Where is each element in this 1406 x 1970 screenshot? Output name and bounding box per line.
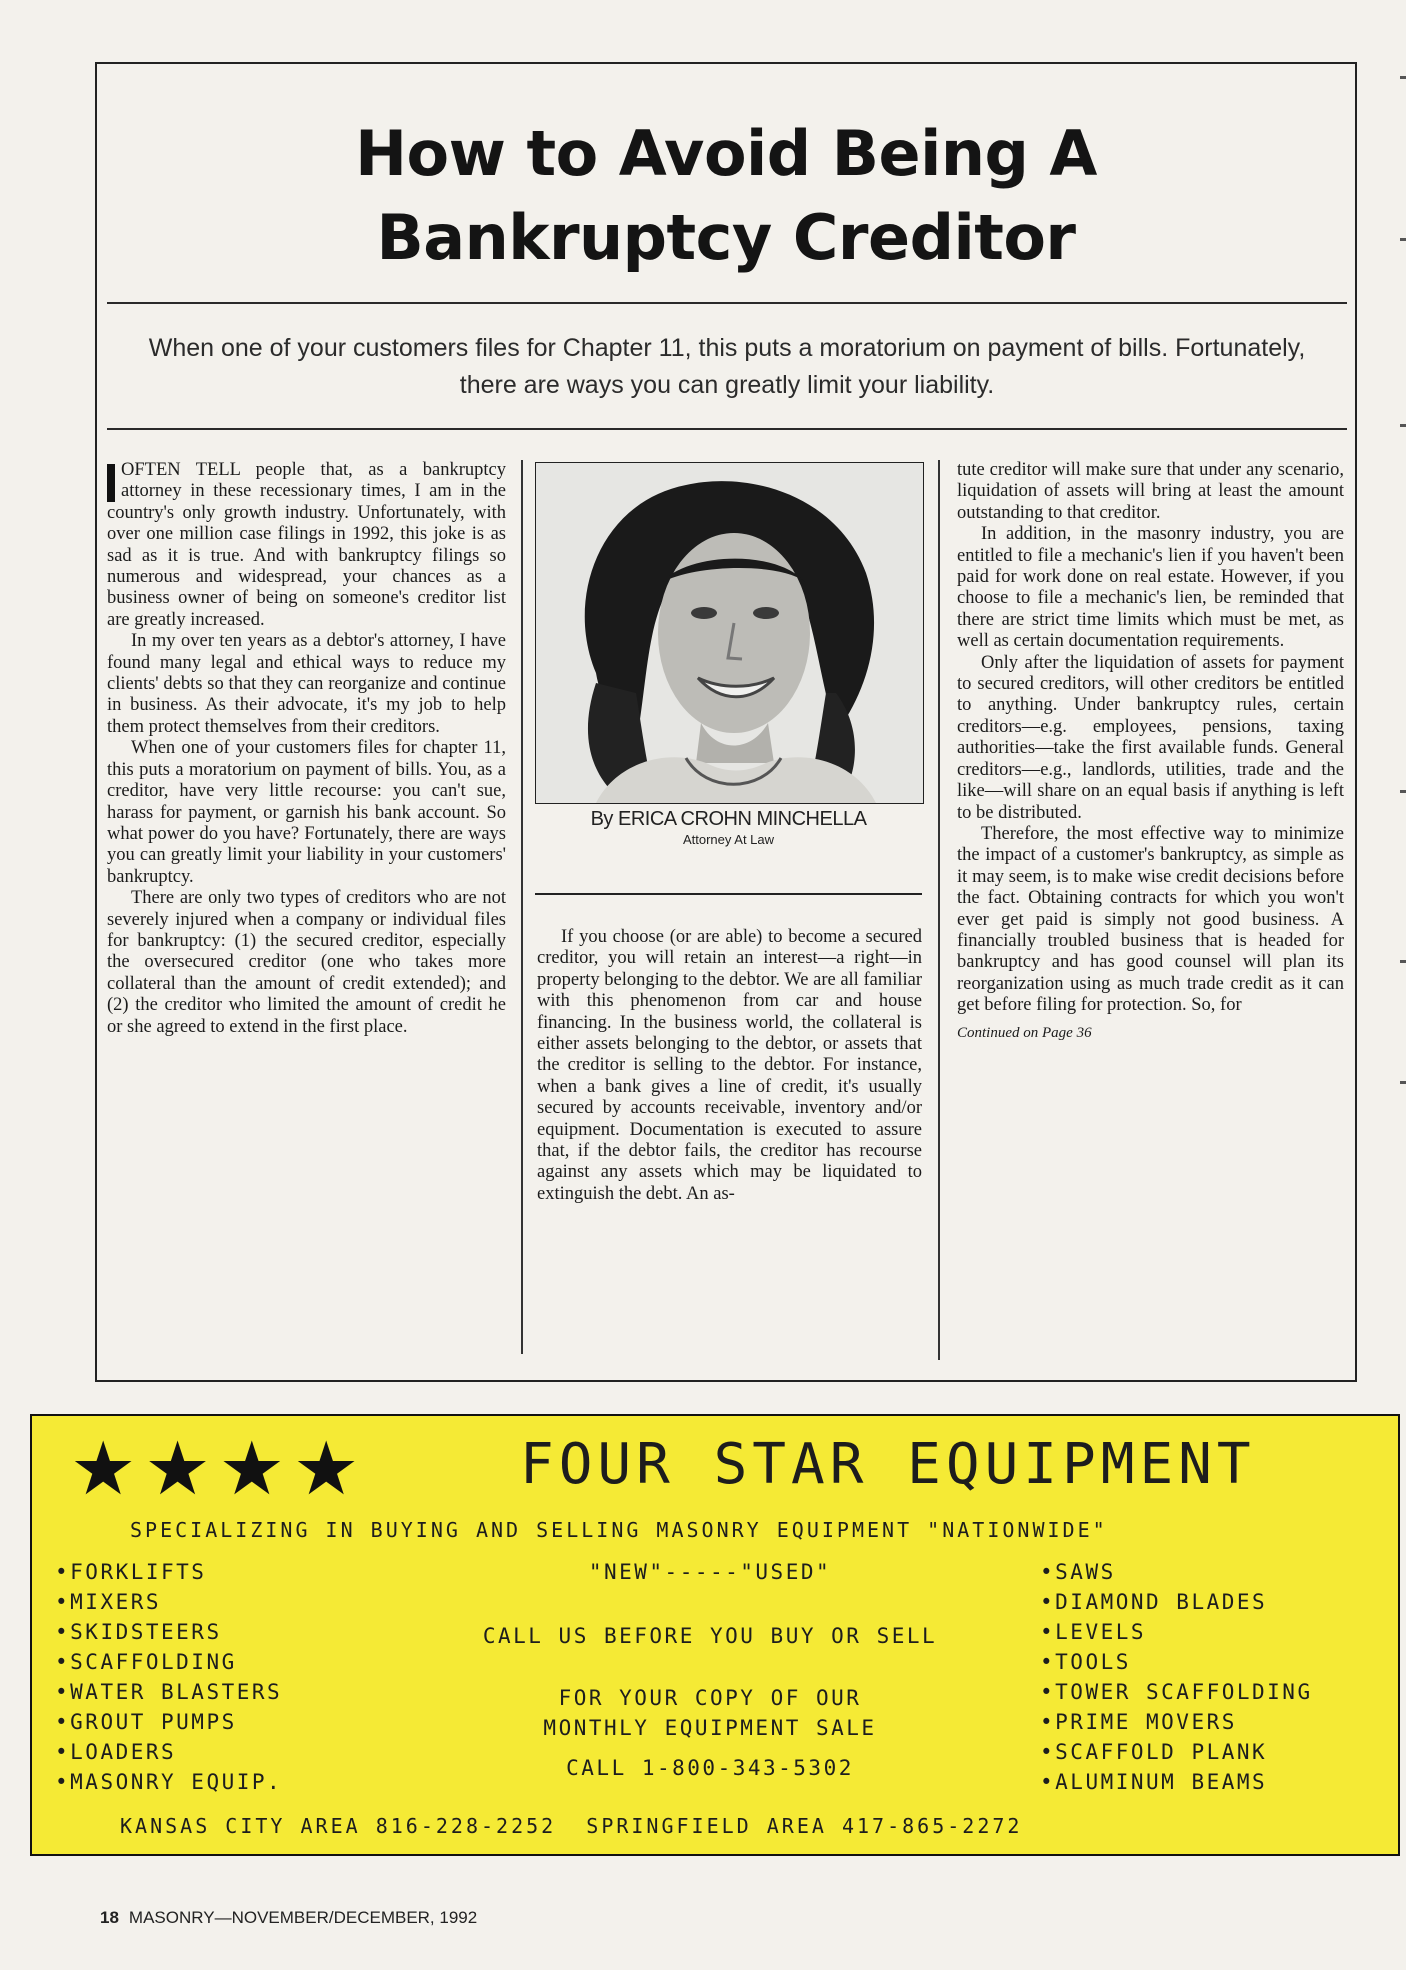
ad-left-list [55,1557,282,1797]
byline-title: Attorney At Law [682,832,775,847]
list-item: •DIAMOND BLADES [1040,1590,1268,1614]
author-portrait-image [536,463,923,803]
list-item: •MIXERS [55,1590,162,1614]
page-folio [100,1908,477,1928]
binding-mark [1400,790,1406,793]
ad-copy-line-2: MONTHLY EQUIPMENT SALE [543,1716,877,1740]
paragraph: In my over ten years as a debtor's attorney, I have found many legal and ethical ways to reduce my clients' debts so that they can reorganize and continue in business. As their advocate, it's my job to help them protect themselves from their creditors. [107,631,506,737]
list-item: •WATER BLASTERS [55,1680,283,1704]
publication-line: MASONRY—NOVEMBER/DECEMBER, 1992 [128,1908,478,1927]
paragraph: In addition, in the masonry industry, you are entitled to file a mechanic's lien if you haven't been paid for work done on real estate. However, if you choose to file a mechanic's lien, be reminded that there are strict time limits which must be met, as well as certain documentation requirements. [957,524,1344,652]
article-column-1 [107,460,506,1038]
binding-mark [1400,960,1406,963]
list-item: •SCAFFOLDING [55,1650,237,1674]
ad-tagline: SPECIALIZING IN BUYING AND SELLING MASONRY EQUIPMENT "NATIONWIDE" [130,1518,1108,1542]
article-headline [95,112,1357,280]
binding-mark [1400,238,1406,241]
article-column-3 [957,460,1344,1044]
headline-line-2: Bankruptcy Creditor [376,201,1076,274]
four-stars-icon: ★★★★ [70,1426,368,1512]
paragraph: Only after the liquidation of assets for payment to secured creditors, will other creditors be entitled to anything. Under bankruptcy rules, certain creditors—e.g. employees, pensions, taxing authorities—take the first available funds. General creditors—e.g., landlords, utilities, trade and the like—will share on an equal basis if anything is left to be distributed. [957,652,1344,823]
list-item: •GROUT PUMPS [55,1710,237,1734]
byline-name: By ERICA CROHN MINCHELLA [590,808,867,830]
headline-line-1: How to Avoid Being A [355,117,1097,190]
list-item: •MASONRY EQUIP. [55,1770,283,1794]
author-photo [535,462,924,804]
binding-mark [1400,1081,1406,1084]
list-item: •LOADERS [55,1740,177,1764]
subhead-rule [107,428,1347,430]
paragraph: When one of your customers files for chapter 11, this puts a moratorium on payment of bills. You, as a creditor, have very little recourse: you can't sue, harass for payment, or garnish his bank account. So what power do you have? Fortunately, there are ways you can greatly limit your liability in your customers' bankruptcy. [107,738,506,887]
ad-right-list [1040,1557,1313,1797]
ad-phone: CALL 1-800-343-5302 [566,1756,854,1780]
list-item: •TOWER SCAFFOLDING [1040,1680,1313,1704]
list-item: •SAWS [1040,1560,1116,1584]
binding-mark [1400,76,1406,79]
list-item: •LEVELS [1040,1620,1147,1644]
ad-title: FOUR STAR EQUIPMENT [520,1432,1256,1497]
column-rule [938,460,940,1360]
list-item: •ALUMINUM BEAMS [1040,1770,1268,1794]
drop-cap-i [107,464,115,502]
list-item: •FORKLIFTS [55,1560,207,1584]
list-item: •SKIDSTEERS [55,1620,222,1644]
ad-call-before: CALL US BEFORE YOU BUY OR SELL [482,1624,938,1648]
paragraph: OFTEN TELL people that, as a bankruptcy attorney in these recessionary times, I am in the country's only growth industry. Unfortunately, with over one million case filings in 1992, this joke is as sad as it is true. And with bankruptcy filings so numerous and widespread, your chances as a business owner of being on someone's creditor list are greatly increased. [107,460,506,630]
ad-footer: KANSAS CITY AREA 816-228-2252 SPRINGFIELD AREA 417-865-2272 [120,1814,1023,1838]
ad-copy-line-1: FOR YOUR COPY OF OUR [558,1686,862,1710]
list-item: •PRIME MOVERS [1040,1710,1237,1734]
article-subhead: When one of your customers files for Chapter 11, this puts a moratorium on payment of bills. Fortunately, there are ways you can greatly limit your liability. [148,334,1306,399]
binding-mark [1400,424,1406,427]
ad-new-used: "NEW"-----"USED" [588,1560,832,1584]
article-column-2 [537,927,922,1205]
continued-note: Continued on Page 36 [957,1024,1092,1041]
headline-rule [107,302,1347,304]
byline [535,806,922,848]
byline-rule [535,893,922,895]
page-number: 18 [100,1908,119,1927]
column-rule [521,460,523,1354]
list-item: •SCAFFOLD PLANK [1040,1740,1268,1764]
paragraph: If you choose (or are able) to become a secured creditor, you will retain an interest—a right—in property belonging to the debtor. We are all familiar with this phenomenon from car and house financing. In the business world, the collateral is either assets belonging to the debtor, or assets that the creditor is selling to the debtor. For instance, when a bank gives a line of credit, it's usually secured by accounts receivable, inventory and/or equipment. Documentation is executed to assure that, if the debtor fails, the creditor has recourse against any assets which may be liquidated to extinguish the debt. An as- [537,927,923,1204]
paragraph: tute creditor will make sure that under any scenario, liquidation of assets will bring at least the amount outstanding to that creditor. [957,460,1344,523]
list-item: •TOOLS [1040,1650,1131,1674]
paragraph: Therefore, the most effective way to minimize the impact of a customer's bankruptcy, as simple as it may seem, is to make wise credit decisions before the fact. Obtaining contracts for which you won't ever get paid is simply not good business. A financially troubled business that is headed for bankruptcy and has good counsel will plan its reorganization using as much trade credit as it can get before filing for protection. So, for [957,823,1344,1016]
paragraph: There are only two types of creditors who are not severely injured when a company or individual files for bankruptcy: (1) the secured creditor, especially the oversecured creditor (one who takes more collateral than the amount of credit extended); and (2) the creditor who limited the amount of credit he or she agreed to extend in the first place. [107,888,506,1037]
